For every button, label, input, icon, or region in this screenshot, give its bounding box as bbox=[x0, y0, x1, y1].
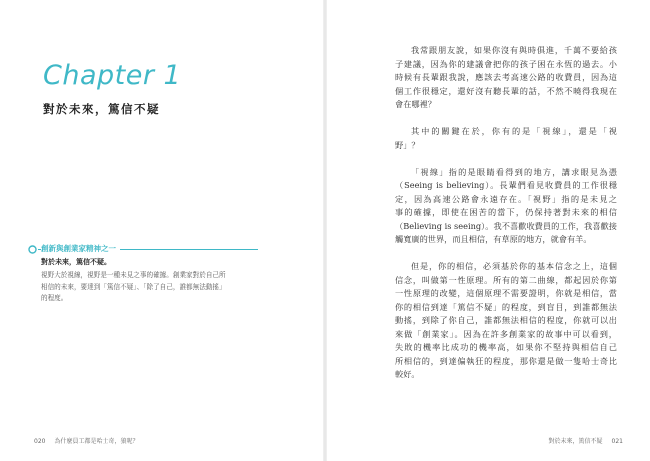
sidebar-body bbox=[41, 270, 273, 305]
chapter-title: Chapter 1 bbox=[43, 60, 182, 91]
text-line: 來做「創業家」。因為在許多創業家的故事中可以看到， bbox=[395, 328, 617, 339]
text-line: （Believing is seeing）。我不喜歡收費員的工作，我喜歡接 bbox=[395, 220, 617, 231]
paragraph bbox=[395, 260, 617, 382]
text-line: 失敗的機率比成功的機率高，如果你不堅持與相信自己 bbox=[395, 342, 617, 352]
text-line: （Seeing is believing）。長輩們看見收費員的工作很穩 bbox=[395, 180, 617, 190]
text-line: 所相信的，到達偏執狂的程度，那你還是做一隻哈士奇比 bbox=[395, 355, 617, 366]
text-line: 一性原理的改變，這個原理不需要證明，你就是相信，當 bbox=[395, 288, 617, 298]
text-line: 子建議，因為你的建議會把你的孩子困在永恆的過去。小 bbox=[395, 58, 617, 69]
paragraph bbox=[395, 44, 617, 112]
chapter-subtitle: 對於未來，篤信不疑 bbox=[43, 102, 160, 116]
text-line: 信念，叫做第一性原理。所有的第二曲線，都起因於你第 bbox=[395, 274, 617, 285]
text-line: 其中的關鍵在於，你有的是「視線」，還是「視 bbox=[411, 126, 617, 136]
text-line: 個工作很穩定，還好沒有聽長輩的話，不然不曉得我現在 bbox=[395, 85, 617, 96]
text-line: 觸寬廣的世界，而且相信，有草原的地方，就會有羊。 bbox=[395, 234, 592, 244]
left-page bbox=[0, 0, 324, 461]
page-number: 021 bbox=[611, 438, 623, 445]
text-line: 但是，你的相信，必須基於你的基本信念之上，這個 bbox=[411, 261, 617, 271]
text-line: 會在哪裡？ bbox=[395, 99, 436, 109]
page-number: 020 bbox=[34, 438, 46, 445]
paragraph bbox=[395, 166, 617, 247]
body-text bbox=[395, 44, 617, 395]
right-page bbox=[326, 0, 650, 461]
text-line: 較好。 bbox=[395, 369, 420, 379]
book-title: 為什麼員工都是哈士奇，狼呢？ bbox=[54, 438, 139, 445]
circle-bullet-icon bbox=[28, 245, 37, 254]
left-footer bbox=[34, 436, 138, 445]
text-line: 定，因為高速公路會永遠存在。「視野」指的是未見之 bbox=[395, 193, 617, 204]
sidebar-body-line: 視野大於視線，視野是一種未見之事的確據。創業家對於自己所 bbox=[41, 271, 226, 279]
right-footer bbox=[549, 436, 623, 445]
sidebar-heading: 創新與創業家精神之一 bbox=[41, 243, 120, 254]
paragraph bbox=[395, 125, 617, 152]
text-line: 時候有長輩跟我說，應該去考高速公路的收費員，因為這 bbox=[395, 72, 617, 82]
sidebar-body-line: 的程度。 bbox=[41, 294, 68, 302]
sidebar-body-line: 相信的未來，要達到「篤信不疑」、「除了自己，誰都無法動搖」 bbox=[41, 282, 226, 291]
text-line: 我常跟朋友說，如果你沒有與時俱進，千萬不要給孩 bbox=[411, 45, 617, 55]
text-line: 野」？ bbox=[395, 139, 420, 150]
running-title: 對於未來，篤信不疑 bbox=[548, 438, 603, 445]
text-line: 你的相信到達「篤信不疑」的程度，到盲目，到誰都無法 bbox=[395, 301, 617, 312]
text-line: 事的確據，即使在困苦的當下，仍保持著對未來的相信 bbox=[395, 207, 617, 217]
sidebar-subheading: 對於未來，篤信不疑。 bbox=[41, 258, 111, 266]
text-line: 「視線」指的是眼睛看得到的地方，講求眼見為憑 bbox=[411, 166, 617, 177]
text-line: 動搖，到除了你自己，誰都無法相信的程度，你就可以出 bbox=[395, 315, 617, 325]
